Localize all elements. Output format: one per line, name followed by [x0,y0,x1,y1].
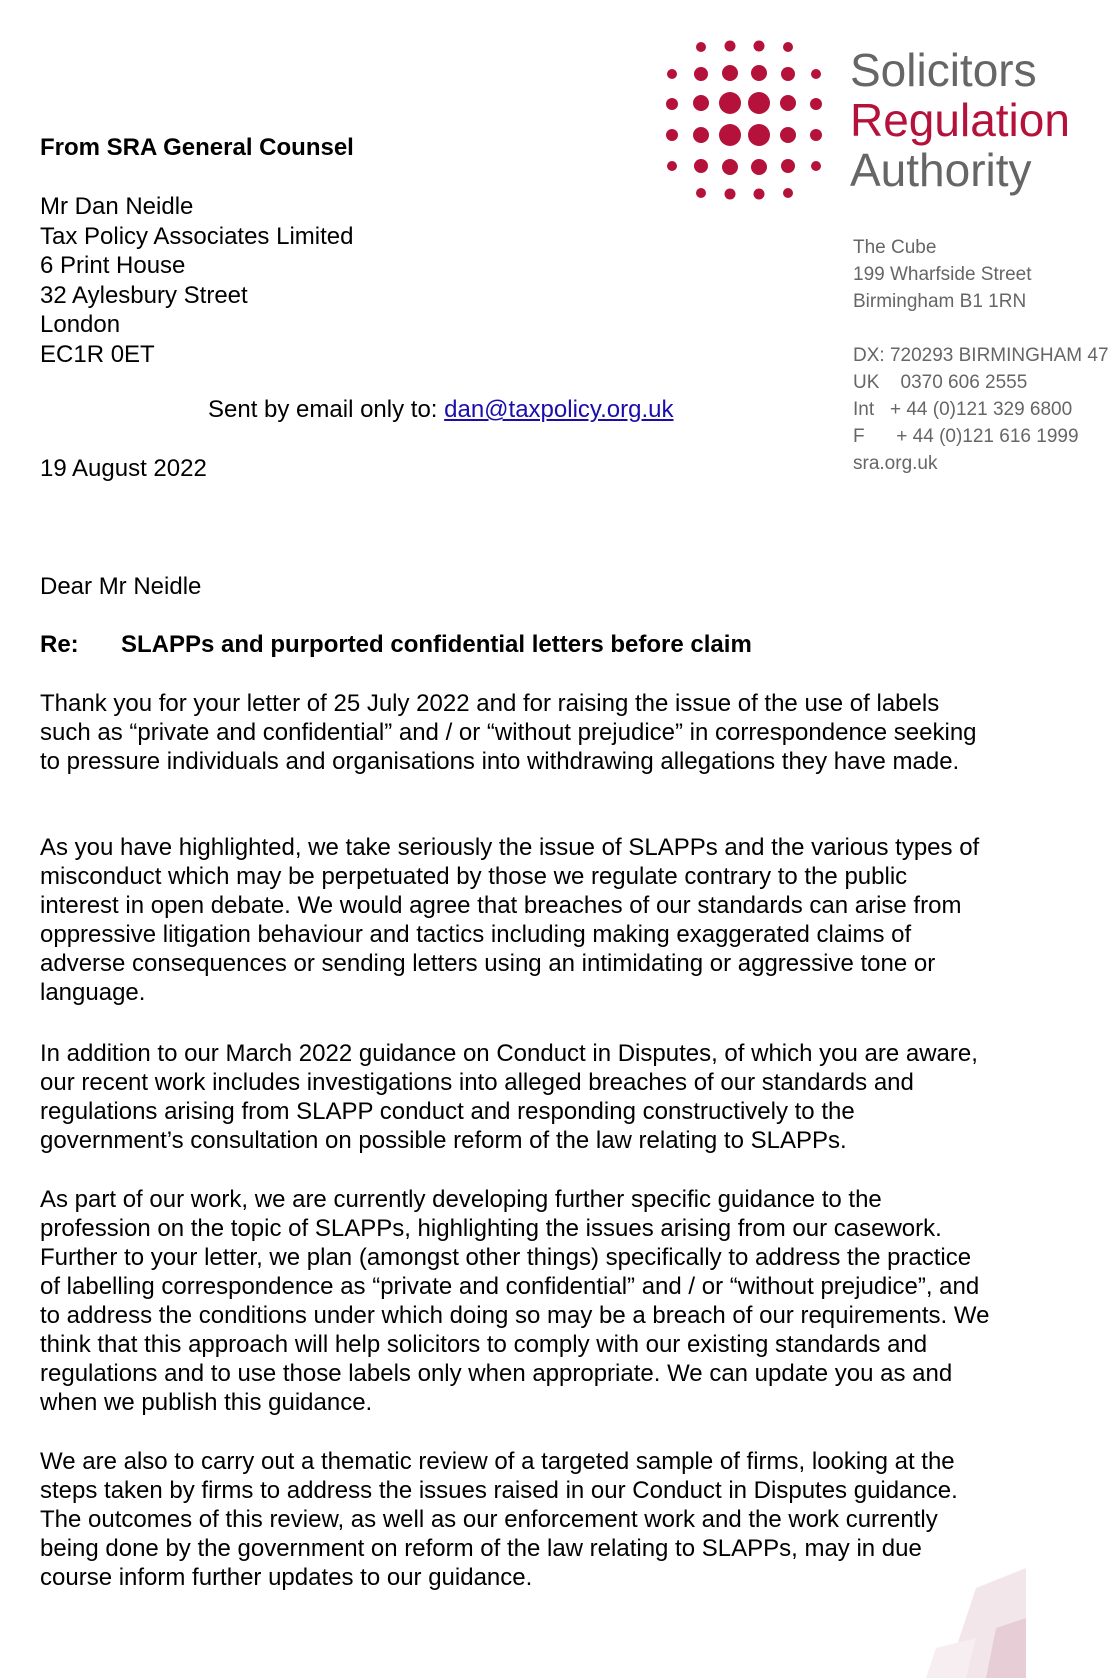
recipient-line: Tax Policy Associates Limited [40,222,354,250]
body-paragraph: Thank you for your letter of 25 July 2022 and for raising the issue of the use of labels such as “private and confidential” and / or “without prejudice” in correspondence seeking to pressure individuals and organisations into withdrawing allegations they have made. [40,690,977,775]
recipient-line: EC1R 0ET [40,340,155,368]
brand-name-line3: Authority [850,144,1032,196]
sra-brand-name [850,45,1070,195]
address-line: Birmingham B1 1RN [853,291,1027,312]
website-link[interactable]: sra.org.uk [853,453,938,474]
address-line: The Cube [853,237,937,258]
contact-line: DX: 720293 BIRMINGHAM 47 [853,345,1109,366]
sent-by-email-line [208,396,674,424]
sra-dot-logo-icon [660,36,830,206]
recipient-line: 6 Print House [40,252,186,279]
sent-by-label: Sent by email only to: [208,396,445,423]
subject-label: Re: [40,631,79,658]
body-paragraph: As part of our work, we are currently developing further specific guidance to the profession on the topic of SLAPPs, highlighting the issues arising from our casework. Further to your letter, we plan (amongst other things) specifically to address the practice of labelling correspondence as “private and confidential” and / or “without prejudice”, and to address the conditions under which doing so may be a breach of our requirements. We think that this approach will help solicitors to comply with our existing standards and regulations and to use those labels only when appropriate. We can update you as and when we publish this guidance. [40,1186,990,1416]
sra-contact-block [853,234,1109,477]
contact-line: F + 44 (0)121 616 1999 [853,426,1079,447]
salutation: Dear Mr Neidle [40,573,202,600]
brand-name-line2: Regulation [850,94,1070,146]
body-paragraph: In addition to our March 2022 guidance on Conduct in Disputes, of which you are aware, our recent work includes investigations into alleged breaches of our standards and regulations arising from SLAPP conduct and responding constructively to the government’s consultation on possible reform of the law relating to SLAPPs. [40,1040,978,1154]
recipient-line: Mr Dan Neidle [40,193,194,220]
subject-line [40,631,752,659]
contact-line: UK 0370 606 2555 [853,372,1028,393]
brand-name-line1: Solicitors [850,44,1037,96]
recipient-address [40,192,353,369]
recipient-line: 32 Aylesbury Street [40,281,248,309]
subject-text: SLAPPs and purported confidential letters before claim [121,631,752,658]
sender-line: From SRA General Counsel [40,134,354,161]
recipient-line: London [40,311,121,338]
recipient-email-link[interactable]: dan@taxpolicy.org.uk [444,396,674,423]
address-line: 199 Wharfside Street [853,264,1032,285]
corner-decoration-icon [906,1528,1026,1678]
body-paragraph: We are also to carry out a thematic review of a targeted sample of firms, looking at the steps taken by firms to address the issues raised in our Conduct in Disputes guidance. The outcomes of this review, as well as our enforcement work and the work currently being done by the government on reform of the law relating to SLAPPs, may in due course inform further updates to our guidance. [40,1448,958,1591]
contact-line: Int + 44 (0)121 329 6800 [853,399,1073,420]
letter-date: 19 August 2022 [40,455,207,482]
body-paragraph: As you have highlighted, we take seriously the issue of SLAPPs and the various types of misconduct which may be perpetuated by those we regulate contrary to the public interest in open debate. We would agree that breaches of our standards can arise from oppressive litigation behaviour and tactics including making exaggerated claims of adverse consequences or sending letters using an intimidating or aggressive tone or language. [40,834,980,1006]
